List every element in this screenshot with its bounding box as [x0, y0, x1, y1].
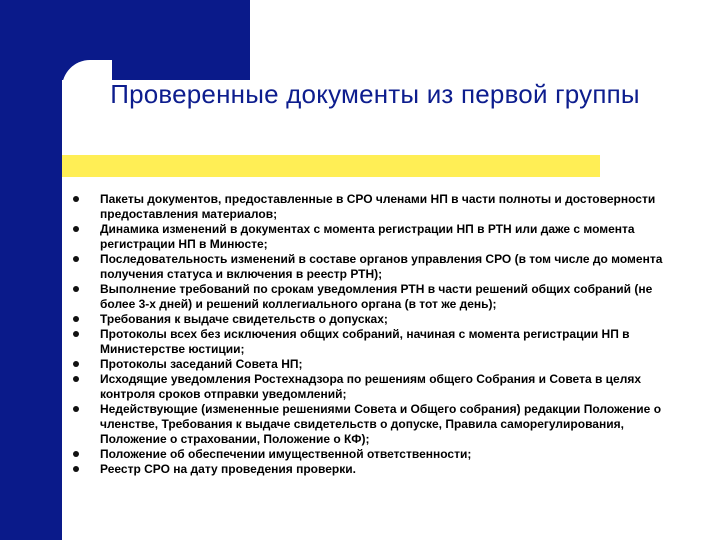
- bullet-dot-icon: [73, 196, 79, 202]
- bullet-dot-icon: [73, 331, 79, 337]
- bullet-text: Реестр СРО на дату проведения проверки.: [100, 462, 356, 476]
- bullet-list: [70, 192, 690, 477]
- bullet-item: [70, 222, 690, 252]
- bullet-text: Пакеты документов, предоставленные в СРО членами НП в части полноты и достоверности предоставления материалов;: [100, 192, 656, 221]
- bullet-text: Последовательность изменений в составе органов управления СРО (в том числе до момента получения статуса и включения в реестр РТН);: [100, 252, 663, 281]
- bullet-item: [70, 252, 690, 282]
- bullet-text: Исходящие уведомления Ростехнадзора по решениям общего Собрания и Совета в целях контроля сроков отправки уведомлений;: [100, 372, 642, 401]
- bullet-text: Протоколы всех без исключения общих собраний, начиная с момента регистрации НП в Министерстве юстиции;: [100, 327, 630, 356]
- bullet-dot-icon: [73, 376, 79, 382]
- bullet-dot-icon: [73, 406, 79, 412]
- bullet-dot-icon: [73, 286, 79, 292]
- bullet-text: Протоколы заседаний Совета НП;: [100, 357, 303, 371]
- bullet-item: [70, 402, 690, 447]
- bullet-item: [70, 372, 690, 402]
- bullet-text: Положение об обеспечении имущественной ответственности;: [100, 447, 472, 461]
- bullet-text: Недействующие (измененные решениями Совета и Общего собрания) редакции Положение о членстве, Требования к выдаче свидетельств о допуске, Правила саморегулирования, Положение о страховании, Положение о КФ);: [100, 402, 662, 446]
- decorative-navy-sidebar: [0, 0, 62, 540]
- bullet-dot-icon: [73, 316, 79, 322]
- bullet-item: [70, 282, 690, 312]
- bullet-item: [70, 357, 690, 372]
- decorative-yellow-bar: [62, 155, 600, 177]
- bullet-text: Выполнение требований по срокам уведомления РТН в части решений общих собраний (не более 3-х дней) и решений коллегиального органа (в тот же день);: [100, 282, 653, 311]
- bullet-dot-icon: [73, 256, 79, 262]
- bullet-dot-icon: [73, 451, 79, 457]
- bullet-dot-icon: [73, 226, 79, 232]
- bullet-item: [70, 462, 690, 477]
- bullet-item: [70, 192, 690, 222]
- bullet-text: Динамика изменений в документах с момента регистрации НП в РТН или даже с момента регистрации НП в Минюсте;: [100, 222, 635, 251]
- bullet-dot-icon: [73, 361, 79, 367]
- bullet-item: [70, 312, 690, 327]
- bullet-text: Требования к выдаче свидетельств о допусках;: [100, 312, 388, 326]
- bullet-item: [70, 447, 690, 462]
- bullet-dot-icon: [73, 466, 79, 472]
- slide-title: Проверенные документы из первой группы: [110, 79, 640, 109]
- bullet-item: [70, 327, 690, 357]
